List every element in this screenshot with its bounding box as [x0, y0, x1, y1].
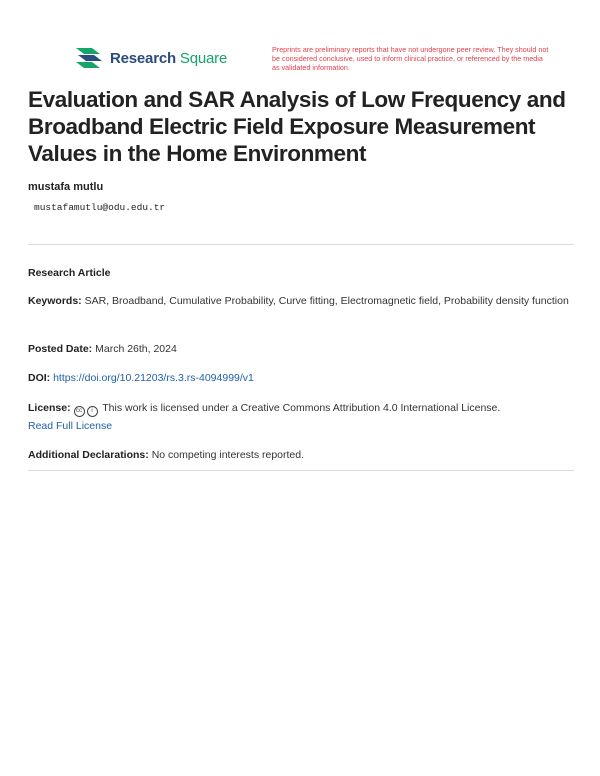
paper-title: Evaluation and SAR Analysis of Low Frequency and Broadband Electric Field Exposure Measurement Values in the Home Environment [28, 87, 566, 166]
read-full-license-link[interactable]: Read Full License [28, 420, 113, 432]
doi-link[interactable]: https://doi.org/10.21203/rs.3.rs-4094999/v1 [53, 372, 254, 384]
license [28, 399, 574, 435]
additional-declarations [28, 446, 574, 464]
author-email[interactable]: mustafamutlu@odu.edu.tr [34, 202, 166, 213]
preprint-disclaimer: Preprints are preliminary reports that have not undergone peer review. They should not be considered conclusive, used to inform clinical practice, or referenced by the media as validated information. [272, 45, 549, 72]
keywords [28, 292, 574, 310]
posted-date-value: March 26th, 2024 [95, 343, 177, 355]
license-text: This work is licensed under a Creative Commons Attribution 4.0 International License. [102, 402, 501, 414]
divider-bottom [28, 470, 574, 471]
logo-text-research: Research [110, 49, 176, 67]
article-type [28, 264, 574, 282]
doi [28, 369, 574, 387]
divider-top [28, 244, 574, 245]
logo-text-square: Square [179, 49, 228, 67]
research-square-logo[interactable] [74, 46, 227, 70]
author-name: mustafa mutlu [28, 181, 104, 193]
article-type-label: Research Article [28, 267, 111, 279]
research-square-logo-icon [74, 46, 104, 70]
doi-label: DOI: [28, 372, 51, 384]
keywords-value: SAR, Broadband, Cumulative Probability, Curve fitting, Electromagnetic field, Probability density function [84, 295, 569, 307]
posted-date [28, 340, 574, 358]
keywords-label: Keywords: [28, 295, 82, 307]
logo-text [110, 50, 227, 67]
cc-icon: cc [74, 406, 85, 417]
posted-date-label: Posted Date: [28, 343, 93, 355]
license-label: License: [28, 402, 71, 414]
declarations-label: Additional Declarations: [28, 449, 149, 461]
declarations-value: No competing interests reported. [151, 449, 305, 461]
by-icon: i [87, 406, 98, 417]
